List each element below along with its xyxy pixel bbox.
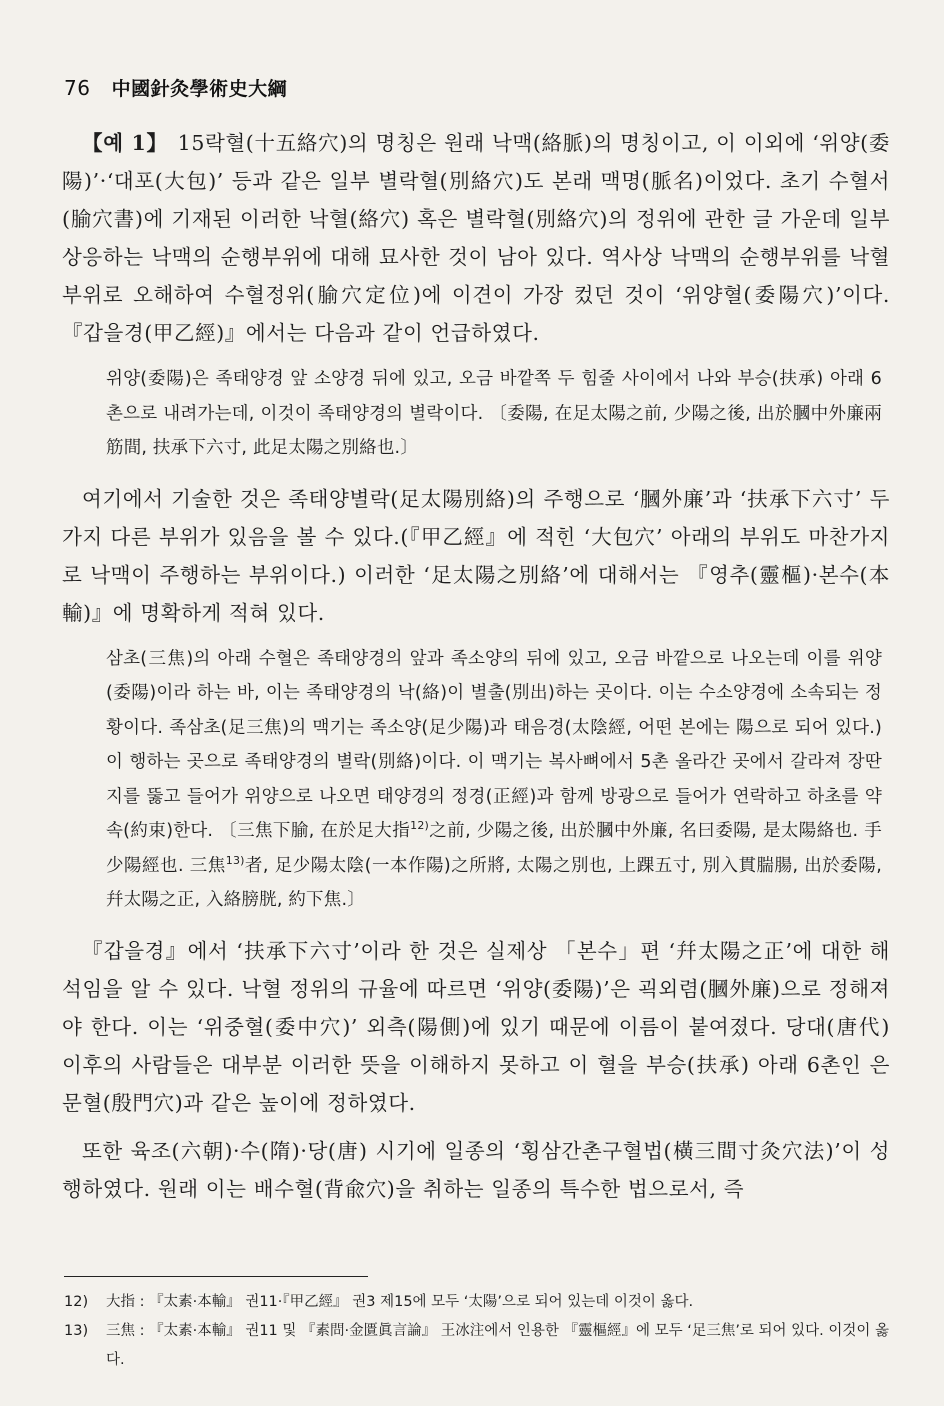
footnote-divider: [64, 1276, 368, 1277]
quote-text: 者, 足少陽太陰(一本作陽)之所將, 太陽之別也, 上踝五寸, 別入貫腨腸, 出於委陽, 幷太陽之正, 入絡膀胱, 約下焦.〕: [106, 855, 882, 910]
quote-text: 삼초(三焦)의 아래 수혈은 족태양경의 앞과 족소양의 뒤에 있고, 오금 바깥으로 나오는데 이를 위양(委陽)이라 하는 바, 이는 족태양경의 낙(絡)이 별출(別出)하는 곳이다. 이는 수소양경에 소속되는 정황이다. 족삼초(足三焦)의 맥기는 족소양(足少陽)과 태음경(太陰經, 어떤 본에는 陽으로 되어 있다.)이 행하는 곳으로 족태양경의 별락(別絡)이다. 이 맥기는 복사뼈에서 5촌 올라간 곳에서 갈라져 장딴지를 뚫고 들어가 위양으로 나오면 태양경의 정경(正經)과 함께 방광으로 들어가 연락하고 하초를 약속(約束)한다. 〔三焦下腧, 在於足大指: [106, 648, 882, 841]
footnote-text: 三焦 : 『太素·本輸』 권11 및 『素問·金匱眞言論』 王冰注에서 인용한 『靈樞經』에 모두 ‘足三焦’로 되어 있다. 이것이 옳다.: [106, 1323, 890, 1368]
footnotes: [64, 1288, 896, 1375]
block-quote-1: 위양(委陽)은 족태양경 앞 소양경 뒤에 있고, 오금 바깥쪽 두 힘줄 사이에서 나와 부승(扶承) 아래 6촌으로 내려가는데, 이것이 족태양경의 별락이다. 〔委陽, 在足太陽之前, 少陽之後, 出於膕中外廉兩筋間, 扶承下六寸, 此足太陽之別絡也.〕: [106, 369, 882, 458]
footnote-12: [64, 1288, 896, 1317]
page-number: 76: [64, 76, 91, 100]
paragraph-example-1: [62, 124, 890, 352]
paragraph-text: 15락혈(十五絡穴)의 명칭은 원래 낙맥(絡脈)의 명칭이고, 이 이외에 ‘위양(委陽)’·‘대포(大包)’ 등과 같은 일부 별락혈(別絡穴)도 본래 맥명(脈名)이었다. 초기 수혈서(腧穴書)에 기재된 이러한 낙혈(絡穴) 혹은 별락혈(別絡穴)의 정위에 관한 글 가운데 일부 상응하는 낙맥의 순행부위에 대해 묘사한 것이 남아 있다. 역사상 낙맥의 순행부위를 낙혈 부위로 오해하여 수혈정위(腧穴定位)에 이견이 가장 컸던 것이 ‘위양혈(委陽穴)’이다. 『갑을경(甲乙經)』에서는 다음과 같이 언급하였다.: [62, 131, 890, 345]
paragraph-4: 또한 육조(六朝)·수(隋)·당(唐) 시기에 일종의 ‘횡삼간촌구혈법(橫三間寸灸穴法)’이 성행하였다. 원래 이는 배수혈(背兪穴)을 취하는 일종의 특수한 법으로서, 즉: [62, 1138, 890, 1201]
footnote-mark: 13): [64, 1323, 89, 1339]
main-text: [62, 124, 890, 1218]
running-header: [64, 74, 287, 101]
footnote-13: [64, 1317, 896, 1375]
footnote-text: 大指 : 『太素·本輸』 권11·『甲乙經』 권3 제15에 모두 ‘太陽’으로 되어 있는데 이것이 옳다.: [106, 1294, 694, 1310]
paragraph-3: 『갑을경』에서 ‘扶承下六寸’이라 한 것은 실제상 「본수」편 ‘幷太陽之正’에 대한 해석임을 알 수 있다. 낙혈 정위의 규율에 따르면 ‘위양(委陽)’은 괵외렴(膕外廉)으로 정해져야 한다. 이는 ‘위중혈(委中穴)’ 외측(陽側)에 있기 때문에 이름이 붙여졌다. 당대(唐代) 이후의 사람들은 대부분 이러한 뜻을 이해하지 못하고 이 혈을 부승(扶承) 아래 6촌인 은문혈(殷門穴)과 같은 높이에 정하였다.: [62, 938, 890, 1115]
quote-text: 之前, 少陽之後, 出於膕中外廉, 名曰委陽, 是太陽絡也. 手少陽經也. 三焦: [106, 821, 882, 876]
paragraph-2: 여기에서 기술한 것은 족태양별락(足太陽別絡)의 주행으로 ‘膕外廉’과 ‘扶承下六寸’ 두 가지 다른 부위가 있음을 볼 수 있다.(『甲乙經』에 적힌 ‘大包穴’ 아래의 부위도 마찬가지로 낙맥이 주행하는 부위이다.) 이러한 ‘足太陽之別絡’에 대해서는 『영추(靈樞)·본수(本輸)』에 명확하게 적혀 있다.: [62, 486, 890, 625]
example-label: 【예 1】: [82, 131, 168, 155]
footnote-ref-12: 12): [410, 819, 430, 833]
footnote-ref-13: 13): [225, 853, 245, 867]
footnote-mark: 12): [64, 1294, 89, 1310]
book-title: 中國針灸學術史大綱: [111, 78, 288, 100]
block-quote-2: [106, 642, 882, 918]
